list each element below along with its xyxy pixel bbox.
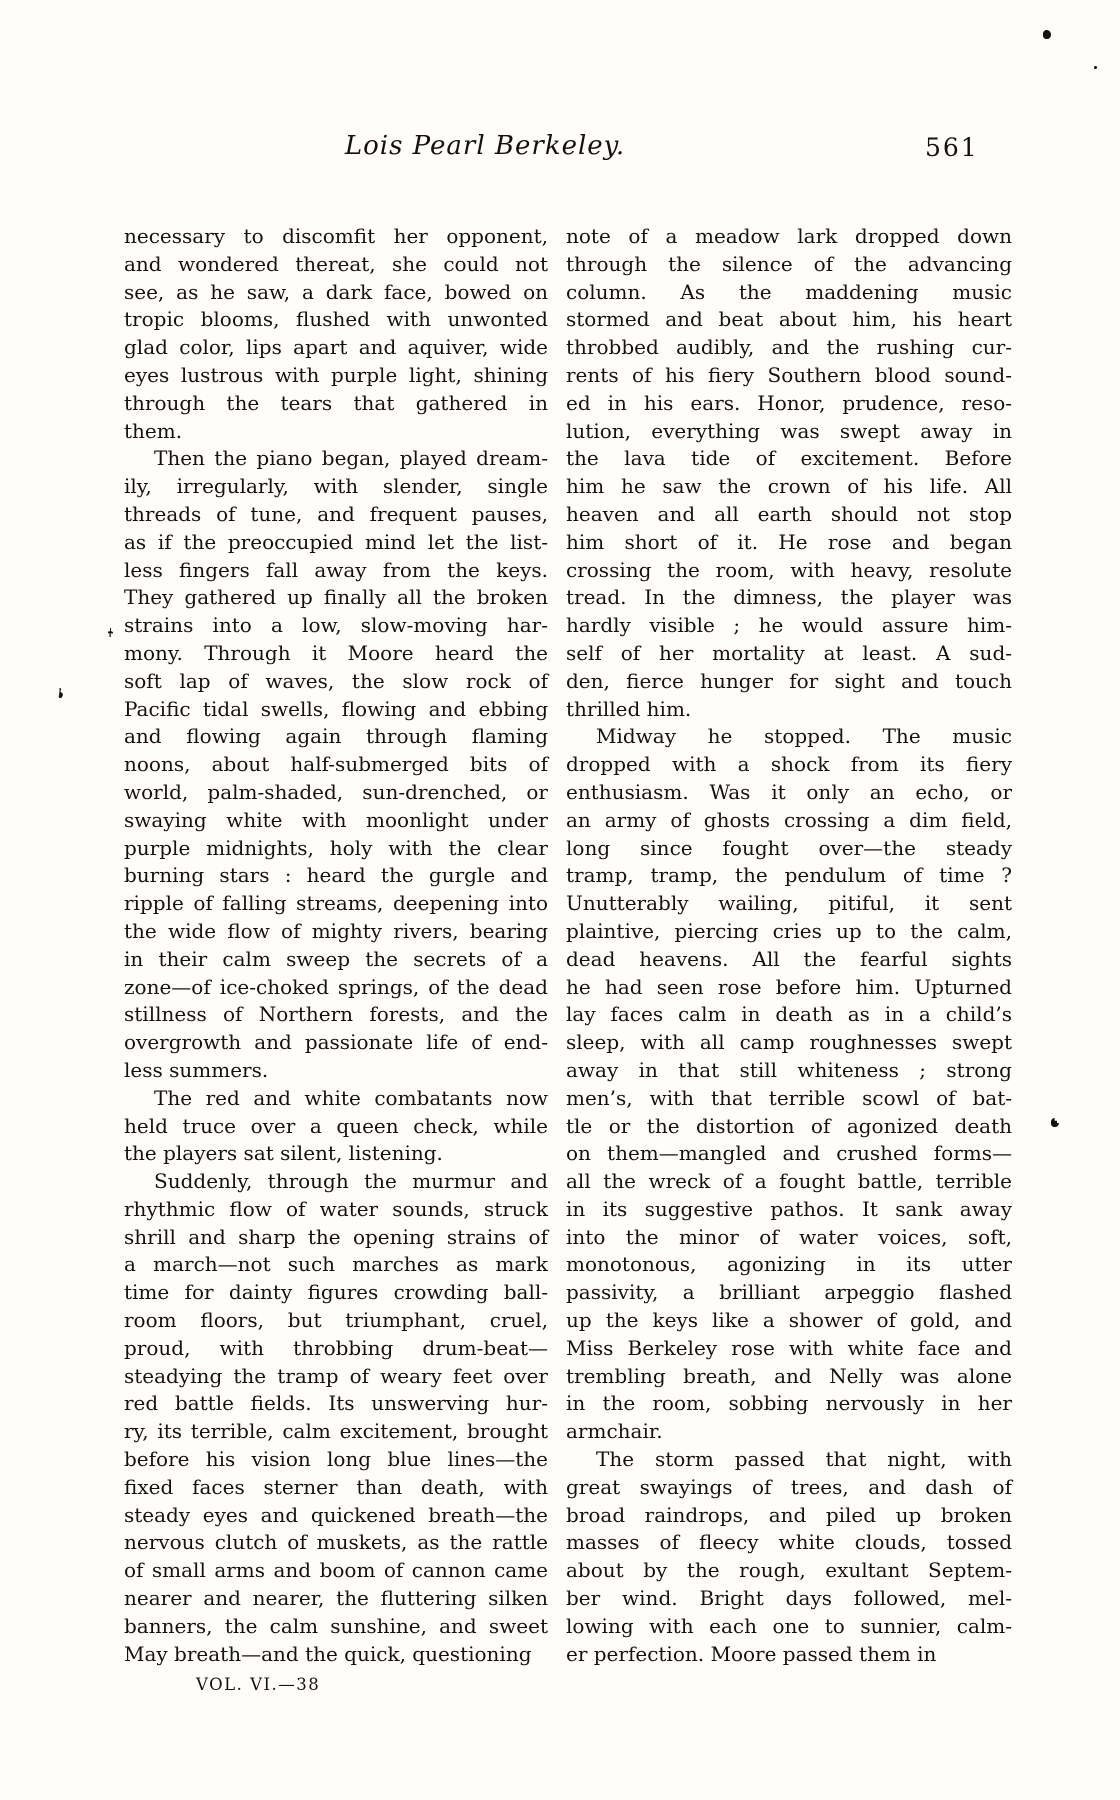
text-line: The storm passed that night, with xyxy=(596,1447,1012,1472)
text-line: strains into a low, slow-moving har- xyxy=(124,613,548,638)
text-line: ry, its terrible, calm excitement, brought xyxy=(124,1419,548,1444)
text-line: threads of tune, and frequent pauses, xyxy=(124,501,548,526)
text-line: world, palm-shaded, sun-drenched, or xyxy=(124,779,548,804)
text-line: away in that still whiteness ; strong xyxy=(566,1057,1012,1082)
text-line: through the tears that gathered in xyxy=(124,390,548,415)
text-line: enthusiasm. Was it only an echo, or xyxy=(566,779,1012,804)
text-column-right xyxy=(566,223,1012,1668)
text-line: him he saw the crown of his life. All xyxy=(566,474,1012,499)
text-line: up the keys like a shower of gold, and xyxy=(566,1308,1012,1333)
text-column-left xyxy=(124,223,548,1699)
text-line: Pacific tidal swells, flowing and ebbing xyxy=(124,696,548,721)
text-line: dropped with a shock from its fiery xyxy=(566,752,1012,777)
text-line: tramp, tramp, the pendulum of time ? xyxy=(566,863,1012,888)
text-line: the players sat silent, listening. xyxy=(124,1141,443,1166)
text-line: plaintive, piercing cries up to the calm, xyxy=(566,918,1012,943)
text-line: masses of fleecy white clouds, tossed xyxy=(566,1530,1012,1555)
text-line: shrill and sharp the opening strains of xyxy=(124,1224,548,1249)
text-line: tread. In the dimness, the player was xyxy=(566,585,1012,610)
text-line: held truce over a queen check, while xyxy=(124,1113,548,1138)
text-line: the lava tide of excitement. Before xyxy=(566,446,1012,471)
text-line: all the wreck of a fought battle, terrible xyxy=(566,1169,1012,1194)
text-line: passivity, a brilliant arpeggio flashed xyxy=(566,1280,1012,1305)
margin-mark xyxy=(108,628,113,637)
text-line: room floors, but triumphant, cruel, xyxy=(124,1308,548,1333)
text-line: steadying the tramp of weary feet over xyxy=(124,1363,548,1388)
text-line: of small arms and boom of cannon came xyxy=(124,1558,548,1583)
text-line: in their calm sweep the secrets of a xyxy=(124,946,548,971)
text-line: monotonous, agonizing in its utter xyxy=(566,1252,1012,1277)
text-line: lay faces calm in death as in a child’s xyxy=(566,1002,1012,1027)
text-line: into the minor of water voices, soft, xyxy=(566,1224,1012,1249)
text-line: ber wind. Bright days followed, mel- xyxy=(566,1586,1012,1611)
ink-speck xyxy=(1094,66,1097,69)
text-line: zone—of ice-choked springs, of the dead xyxy=(124,974,548,999)
volume-signature: VOL. VI.—38 xyxy=(196,1675,321,1695)
text-line: stormed and beat about him, his heart xyxy=(566,307,1012,332)
text-line: mony. Through it Moore heard the xyxy=(124,640,548,665)
text-line: time for dainty figures crowding ball- xyxy=(124,1280,548,1305)
text-line: sleep, with all camp roughnesses swept xyxy=(566,1030,1012,1055)
text-line: swaying white with moonlight under xyxy=(124,807,548,832)
text-line: red battle fields. Its unswerving hur- xyxy=(124,1391,548,1416)
text-line: self of her mortality at least. A sud- xyxy=(566,640,1012,665)
text-line: purple midnights, holy with the clear xyxy=(124,835,548,860)
text-line: tropic blooms, flushed with unwonted xyxy=(124,307,548,332)
text-line: less fingers fall away from the keys. xyxy=(124,557,548,582)
text-line: tle or the distortion of agonized death xyxy=(566,1113,1012,1138)
text-line: nearer and nearer, the fluttering silken xyxy=(124,1586,548,1611)
text-line: armchair. xyxy=(566,1419,663,1444)
text-line: er perfection. Moore passed them in xyxy=(566,1641,937,1666)
text-line: Unutterably wailing, pitiful, it sent xyxy=(566,891,1012,916)
text-line: May breath—and the quick, questioning xyxy=(124,1641,532,1666)
text-line: through the silence of the advancing xyxy=(566,251,1012,276)
text-line: an army of ghosts crossing a dim field, xyxy=(566,807,1012,832)
text-line: den, fierce hunger for sight and touch xyxy=(566,668,1012,693)
text-line: he had seen rose before him. Upturned xyxy=(566,974,1012,999)
text-line: rents of his fiery Southern blood sound- xyxy=(566,362,1012,387)
text-line: note of a meadow lark dropped down xyxy=(566,224,1012,248)
text-line: steady eyes and quickened breath—the xyxy=(124,1502,548,1527)
text-line: lution, everything was swept away in xyxy=(566,418,1012,443)
text-line: Miss Berkeley rose with white face and xyxy=(566,1335,1012,1360)
text-line: crossing the room, with heavy, resolute xyxy=(566,557,1012,582)
text-line: less summers. xyxy=(124,1057,269,1082)
text-line: banners, the calm sunshine, and sweet xyxy=(124,1613,548,1638)
margin-mark xyxy=(58,688,63,698)
text-line: Suddenly, through the murmur and xyxy=(154,1169,548,1194)
text-line: great swayings of trees, and dash of xyxy=(566,1474,1012,1499)
text-line: Midway he stopped. The music xyxy=(596,724,1012,749)
text-line: long since fought over—the steady xyxy=(566,835,1012,860)
text-line: them. xyxy=(124,418,183,443)
text-line: men’s, with that terrible scowl of bat- xyxy=(566,1085,1012,1110)
text-line: the wide flow of mighty rivers, bearing xyxy=(124,918,548,943)
text-line: nervous clutch of muskets, as the rattle xyxy=(124,1530,548,1555)
text-line: a march—not such marches as mark xyxy=(124,1252,548,1277)
text-line: lowing with each one to sunnier, calm- xyxy=(566,1613,1012,1638)
text-line: necessary to discomfit her opponent, xyxy=(124,224,548,248)
text-line: trembling breath, and Nelly was alone xyxy=(566,1363,1012,1388)
margin-mark xyxy=(1051,1118,1059,1127)
text-line: rhythmic flow of water sounds, struck xyxy=(124,1196,548,1221)
text-line: heaven and all earth should not stop xyxy=(566,501,1012,526)
text-line: on them—mangled and crushed forms— xyxy=(566,1141,1012,1166)
text-line: ed in his ears. Honor, prudence, reso- xyxy=(566,390,1012,415)
text-line: broad raindrops, and piled up broken xyxy=(566,1502,1012,1527)
page-title: Lois Pearl Berkeley. xyxy=(344,131,626,161)
text-line: him short of it. He rose and began xyxy=(566,529,1012,554)
text-line: fixed faces sterner than death, with xyxy=(124,1474,548,1499)
text-line: column. As the maddening music xyxy=(566,279,1012,304)
text-line: thrilled him. xyxy=(566,696,692,721)
text-line: soft lap of waves, the slow rock of xyxy=(124,668,548,693)
ink-speck xyxy=(1043,30,1051,39)
text-line: overgrowth and passionate life of end- xyxy=(124,1030,548,1055)
text-line: as if the preoccupied mind let the list- xyxy=(124,529,548,554)
text-line: ily, irregularly, with slender, single xyxy=(124,474,548,499)
text-line: stillness of Northern forests, and the xyxy=(124,1002,548,1027)
text-line: eyes lustrous with purple light, shining xyxy=(124,362,548,387)
text-line: throbbed audibly, and the rushing cur- xyxy=(566,335,1012,360)
text-line: and wondered thereat, she could not xyxy=(124,251,548,276)
text-line: noons, about half-submerged bits of xyxy=(124,752,548,777)
text-line: ripple of falling streams, deepening into xyxy=(124,891,548,916)
text-line: see, as he saw, a dark face, bowed on xyxy=(124,279,548,304)
text-line: proud, with throbbing drum-beat— xyxy=(124,1335,548,1360)
text-line: and flowing again through flaming xyxy=(124,724,548,749)
text-line: They gathered up finally all the broken xyxy=(124,585,548,610)
text-line: before his vision long blue lines—the xyxy=(124,1447,548,1472)
text-line: hardly visible ; he would assure him- xyxy=(566,613,1012,638)
text-line: Then the piano began, played dream- xyxy=(154,446,548,471)
text-line: dead heavens. All the fearful sights xyxy=(566,946,1012,971)
text-line: in the room, sobbing nervously in her xyxy=(566,1391,1012,1416)
text-line: The red and white combatants now xyxy=(154,1085,548,1110)
text-line: in its suggestive pathos. It sank away xyxy=(566,1196,1012,1221)
text-line: glad color, lips apart and aquiver, wide xyxy=(124,335,548,360)
text-line: burning stars : heard the gurgle and xyxy=(124,863,548,888)
page-number: 561 xyxy=(925,133,979,162)
text-line: about by the rough, exultant Septem- xyxy=(566,1558,1012,1583)
